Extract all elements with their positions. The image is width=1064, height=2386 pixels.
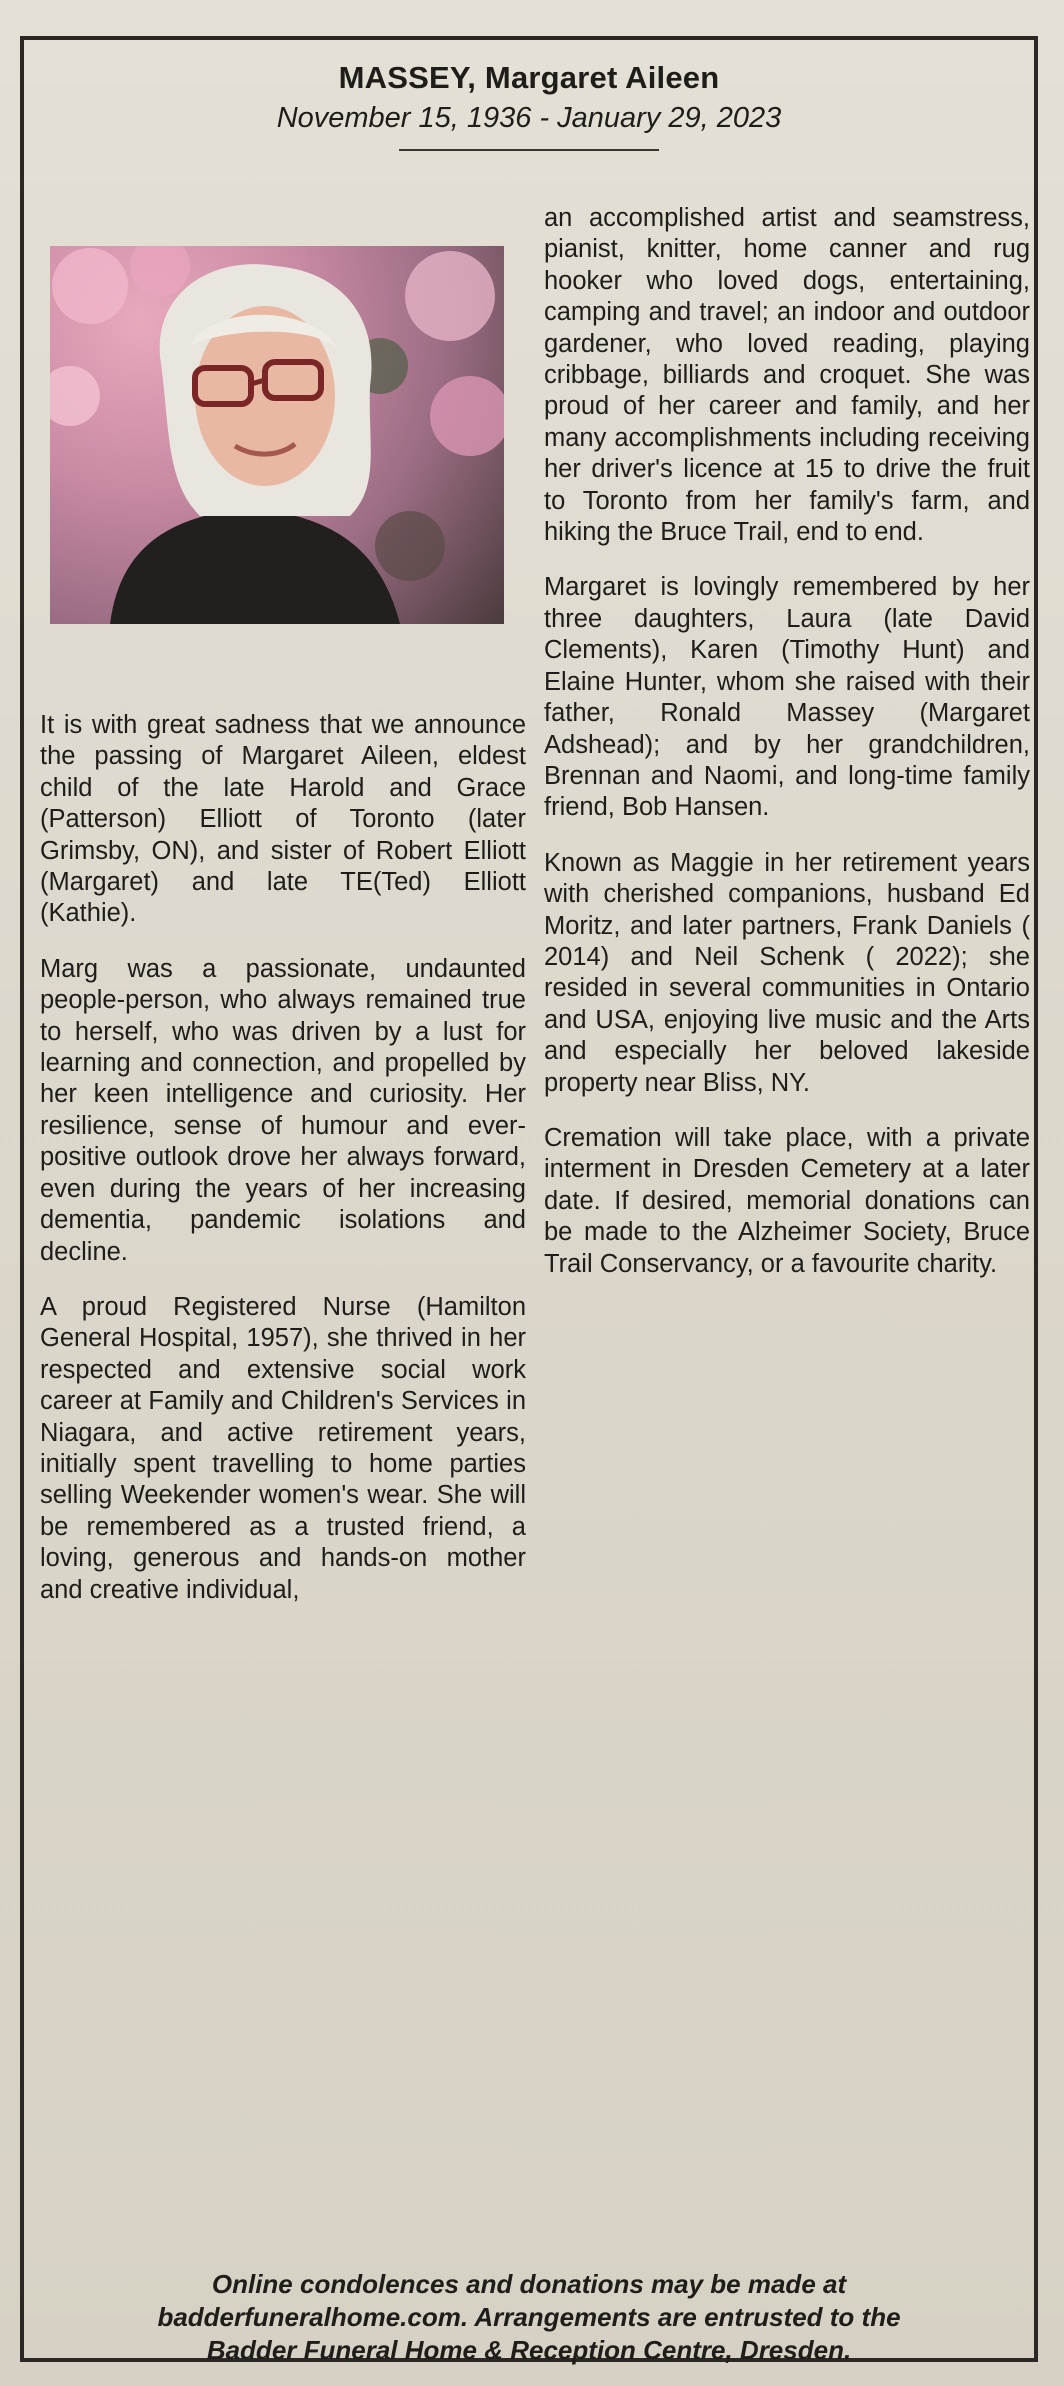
paragraph-announcement: It is with great sadness that we announce the passing of Margaret Aileen, eldest child of the late Harold and Grace (Patterson) Elliott of Toronto (later Grimsby, ON), and sister of Robert Elliott (Margaret) and late TE(Ted) Elliott (Kathie). [40, 711, 526, 928]
right-column [544, 203, 1030, 1304]
woman-portrait-icon [50, 246, 504, 624]
obituary-frame [20, 36, 1038, 2365]
funeral-home-notice [24, 2268, 1034, 2367]
paragraph-career: A proud Registered Nurse (Hamilton General Hospital, 1957), she thrived in her respected and extensive social work career at Family and Children's Services in Niagara, and active retirement years, initially spent travelling to home parties selling Weekender women's wear. She will be remembered as a trusted friend, a loving, generous and hands-on mother and creative individual, [40, 1292, 526, 1604]
paragraph-arrangements: Cremation will take place, with a private interment in Dresden Cemetery at a later date. If desired, memorial donations can be made to the Alzheimer Society, Bruce Trail Conservancy, or a favourite charity. [544, 1123, 1030, 1278]
footer-line-3: Badder Funeral Home & Reception Centre, Dresden. [206, 2335, 852, 2365]
left-column [40, 710, 526, 1630]
life-dates: November 15, 1936 - January 29, 2023 [276, 102, 782, 134]
obituary-header [24, 60, 1034, 151]
portrait-photo [50, 246, 504, 624]
paragraph-family: Margaret is lovingly remembered by her three daughters, Laura (late David Clements), Karen (Timothy Hunt) and Elaine Hunter, whom she raised with their father, Ronald Massey (Margaret Adshead); and by her grandchildren, Brennan and Naomi, and long-time family friend, Bob Hansen. [544, 573, 1030, 822]
header-divider [399, 149, 659, 151]
deceased-name: MASSEY, Margaret Aileen [338, 60, 720, 95]
paragraph-retirement: Known as Maggie in her retirement years with cherished companions, husband Ed Moritz, and later partners, Frank Daniels ( 2014) and Neil Schenk ( 2022); she resided in several communities in Ontario and USA, enjoying live music and the Arts and especially her beloved lakeside property near Bliss, NY. [544, 848, 1030, 1097]
paragraph-accomplishments: an accomplished artist and seamstress, pianist, knitter, home canner and rug hooker who loved dogs, entertaining, camping and travel; an indoor and outdoor gardener, who loved reading, playing cribbage, billiards and croquet. She was proud of her career and family, and her many accomplishments including receiving her driver's licence at 15 to drive the fruit to Toronto from her family's farm, and hiking the Bruce Trail, end to end. [544, 204, 1030, 547]
paragraph-personality: Marg was a passionate, undaunted people-person, who always remained true to herself, who was driven by a lust for learning and connection, and propelled by her keen intelligence and curiosity. Her resilience, sense of humour and ever-positive outlook drove her always forward, even during the years of her increasing dementia, pandemic isolations and decline. [40, 954, 526, 1266]
footer-line-1: Online condolences and donations may be made at [211, 2269, 847, 2299]
footer-line-2: badderfuneralhome.com. Arrangements are entrusted to the [157, 2302, 901, 2332]
